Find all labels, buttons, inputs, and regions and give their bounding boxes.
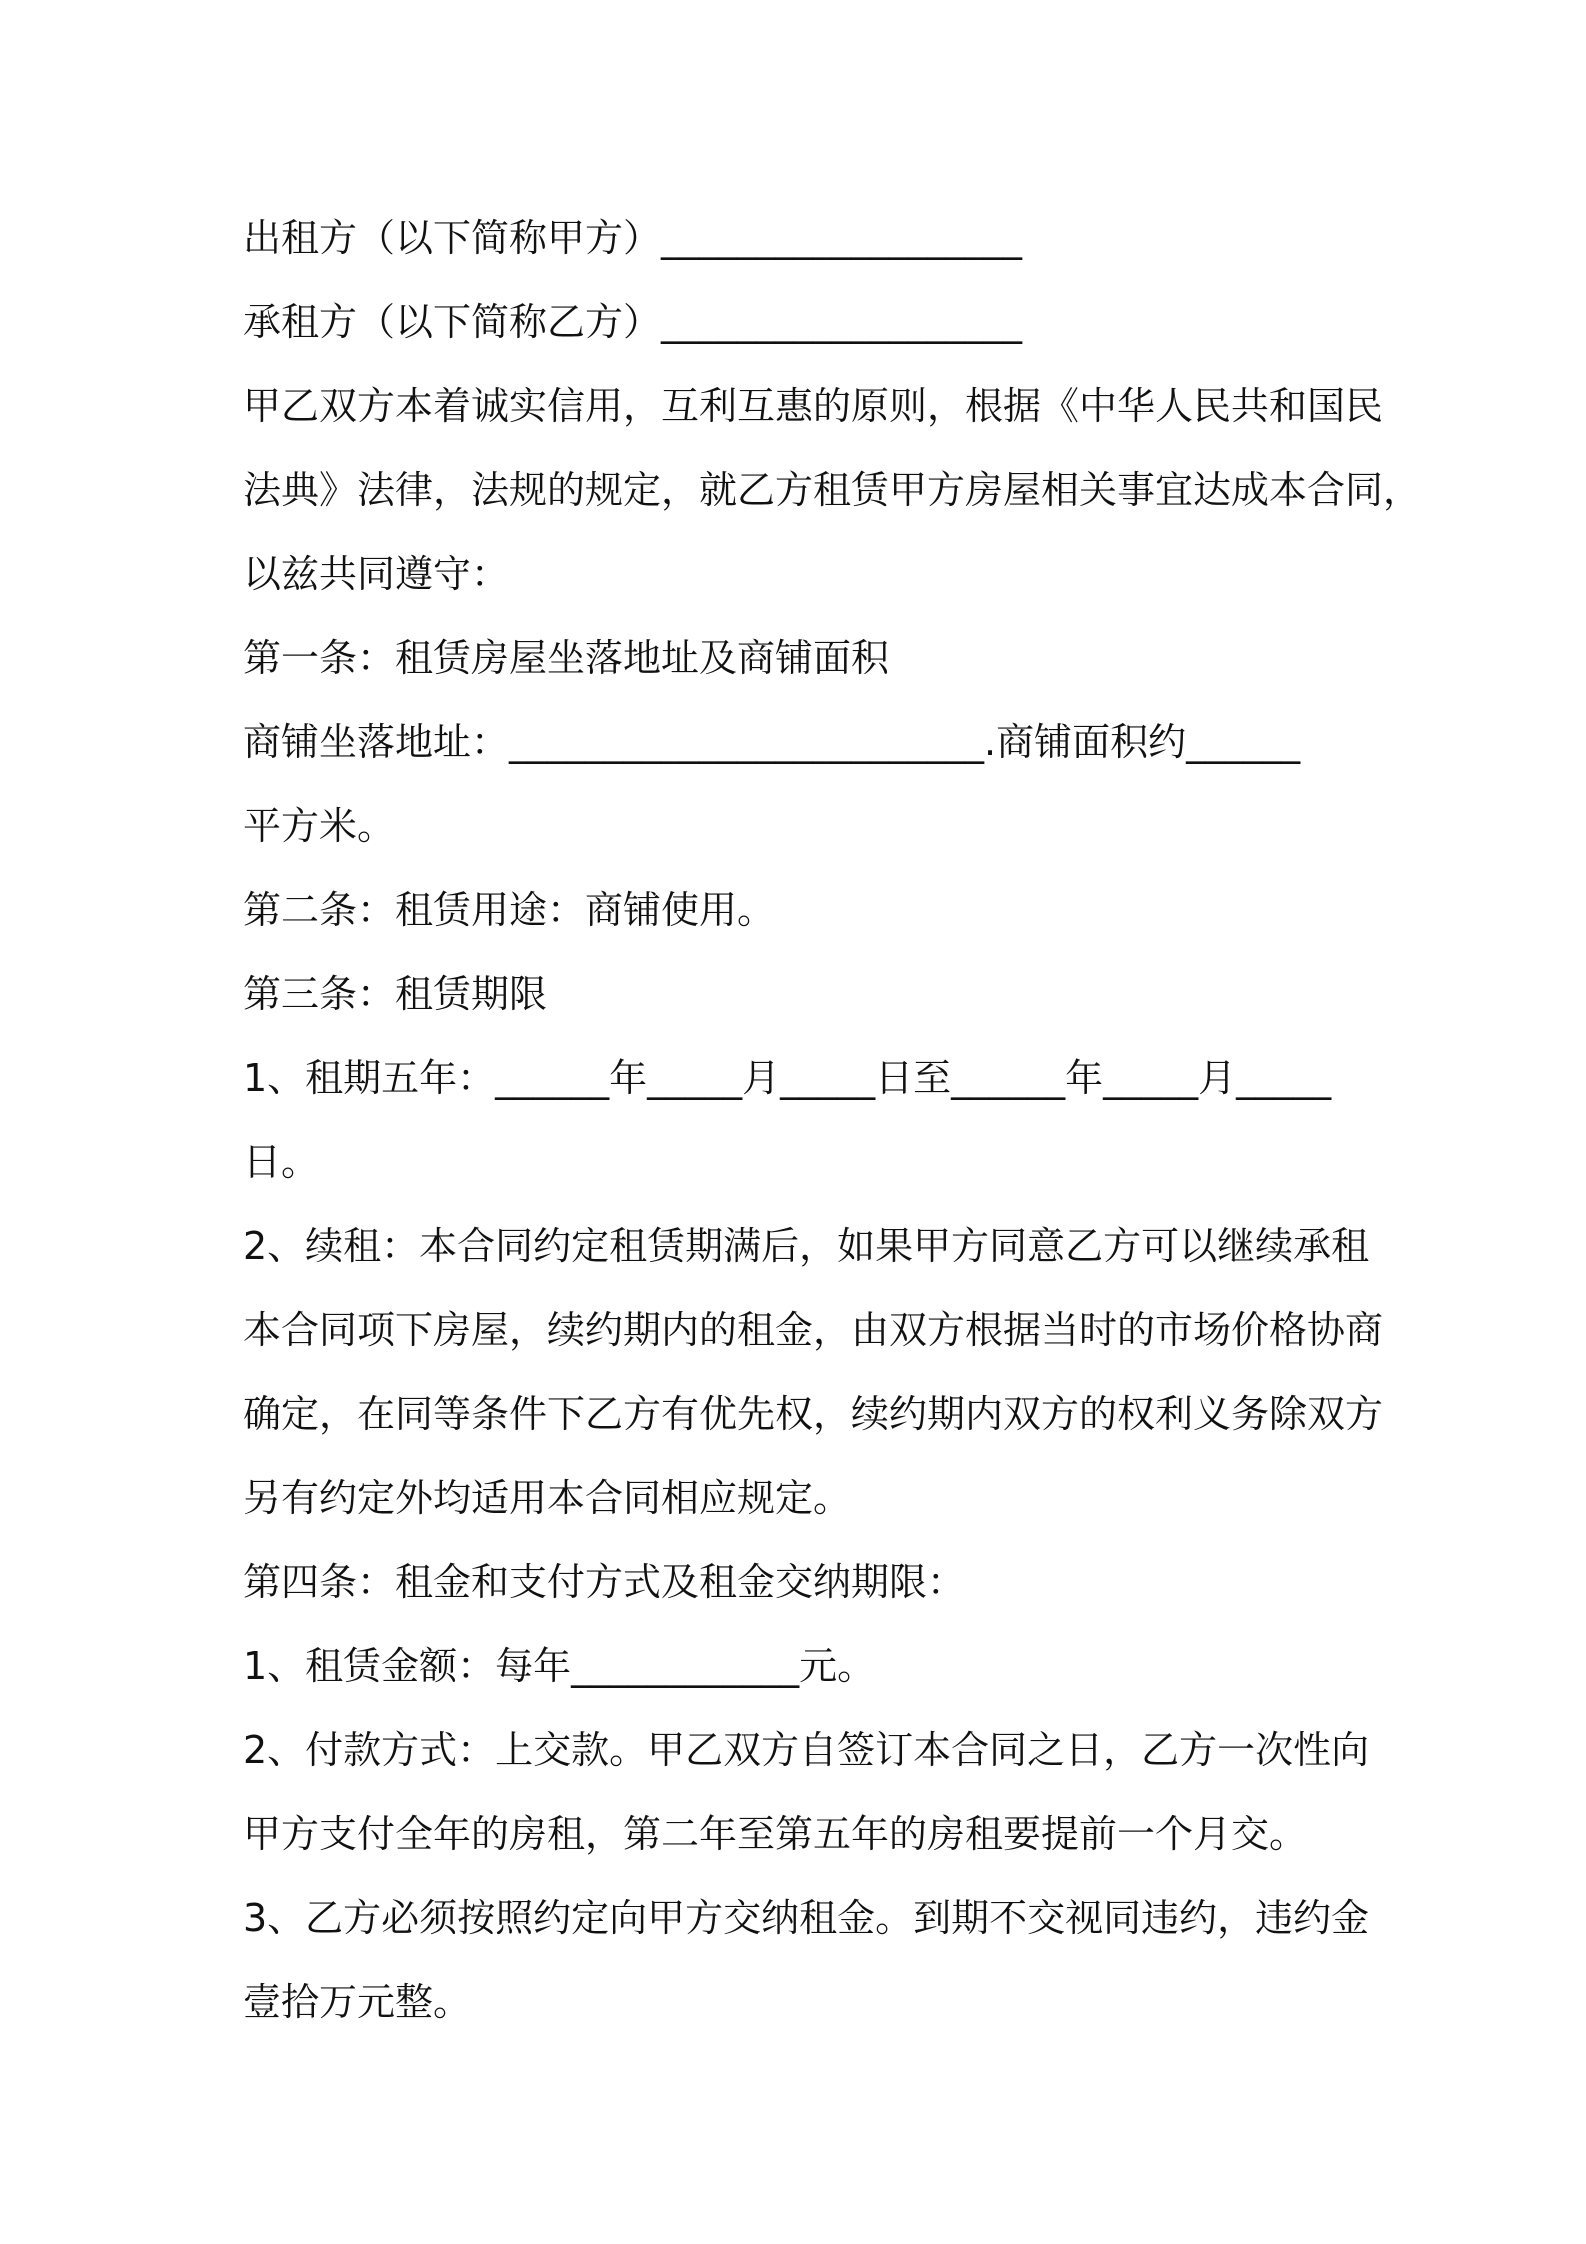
article-3-heading: 第三条：租赁期限 <box>243 972 548 1016</box>
lessee-line: 承租方（以下简称乙方）___________________ <box>243 300 1023 344</box>
contract-body <box>243 196 1422 2044</box>
payment-method-line-1: 2、付款方式：上交款。甲乙双方自签订本合同之日，乙方一次性向 <box>243 1728 1370 1772</box>
preamble-line-2: 法典》法律，法规的规定，就乙方租赁甲方房屋相关事宜达成本合同， <box>243 468 1422 512</box>
renewal-line-2: 本合同项下房屋，续约期内的租金，由双方根据当时的市场价格协商 <box>243 1308 1384 1352</box>
renewal-line-3: 确定，在同等条件下乙方有优先权，续约期内双方的权利义务除双方 <box>243 1392 1384 1436</box>
renewal-line-1: 2、续租：本合同约定租赁期满后，如果甲方同意乙方可以继续承租 <box>243 1224 1370 1268</box>
lessor-line: 出租方（以下简称甲方）___________________ <box>243 216 1023 260</box>
shop-address-line: 商铺坐落地址：_________________________.商铺面积约______ <box>243 720 1301 764</box>
late-payment-line-1: 3、乙方必须按照约定向甲方交纳租金。到期不交视同违约，违约金 <box>243 1896 1370 1940</box>
article-2-line: 第二条：租赁用途：商铺使用。 <box>243 888 776 932</box>
late-payment-line-2: 壹拾万元整。 <box>243 1980 472 2024</box>
preamble-line-3: 以兹共同遵守： <box>243 552 510 596</box>
article-4-heading: 第四条：租金和支付方式及租金交纳期限： <box>243 1560 966 1604</box>
lease-term-line-1: 1、租期五年：______年_____月_____日至______年_____月_____ <box>243 1056 1332 1100</box>
shop-area-unit-line: 平方米。 <box>243 804 396 848</box>
lease-term-line-2: 日。 <box>243 1140 320 1184</box>
rent-amount-line: 1、租赁金额：每年____________元。 <box>243 1644 876 1688</box>
payment-method-line-2: 甲方支付全年的房租，第二年至第五年的房租要提前一个月交。 <box>243 1812 1308 1856</box>
article-1-heading: 第一条：租赁房屋坐落地址及商铺面积 <box>243 636 890 680</box>
renewal-line-4: 另有约定外均适用本合同相应规定。 <box>243 1476 852 1520</box>
preamble-line-1: 甲乙双方本着诚实信用，互利互惠的原则，根据《中华人民共和国民 <box>243 384 1384 428</box>
